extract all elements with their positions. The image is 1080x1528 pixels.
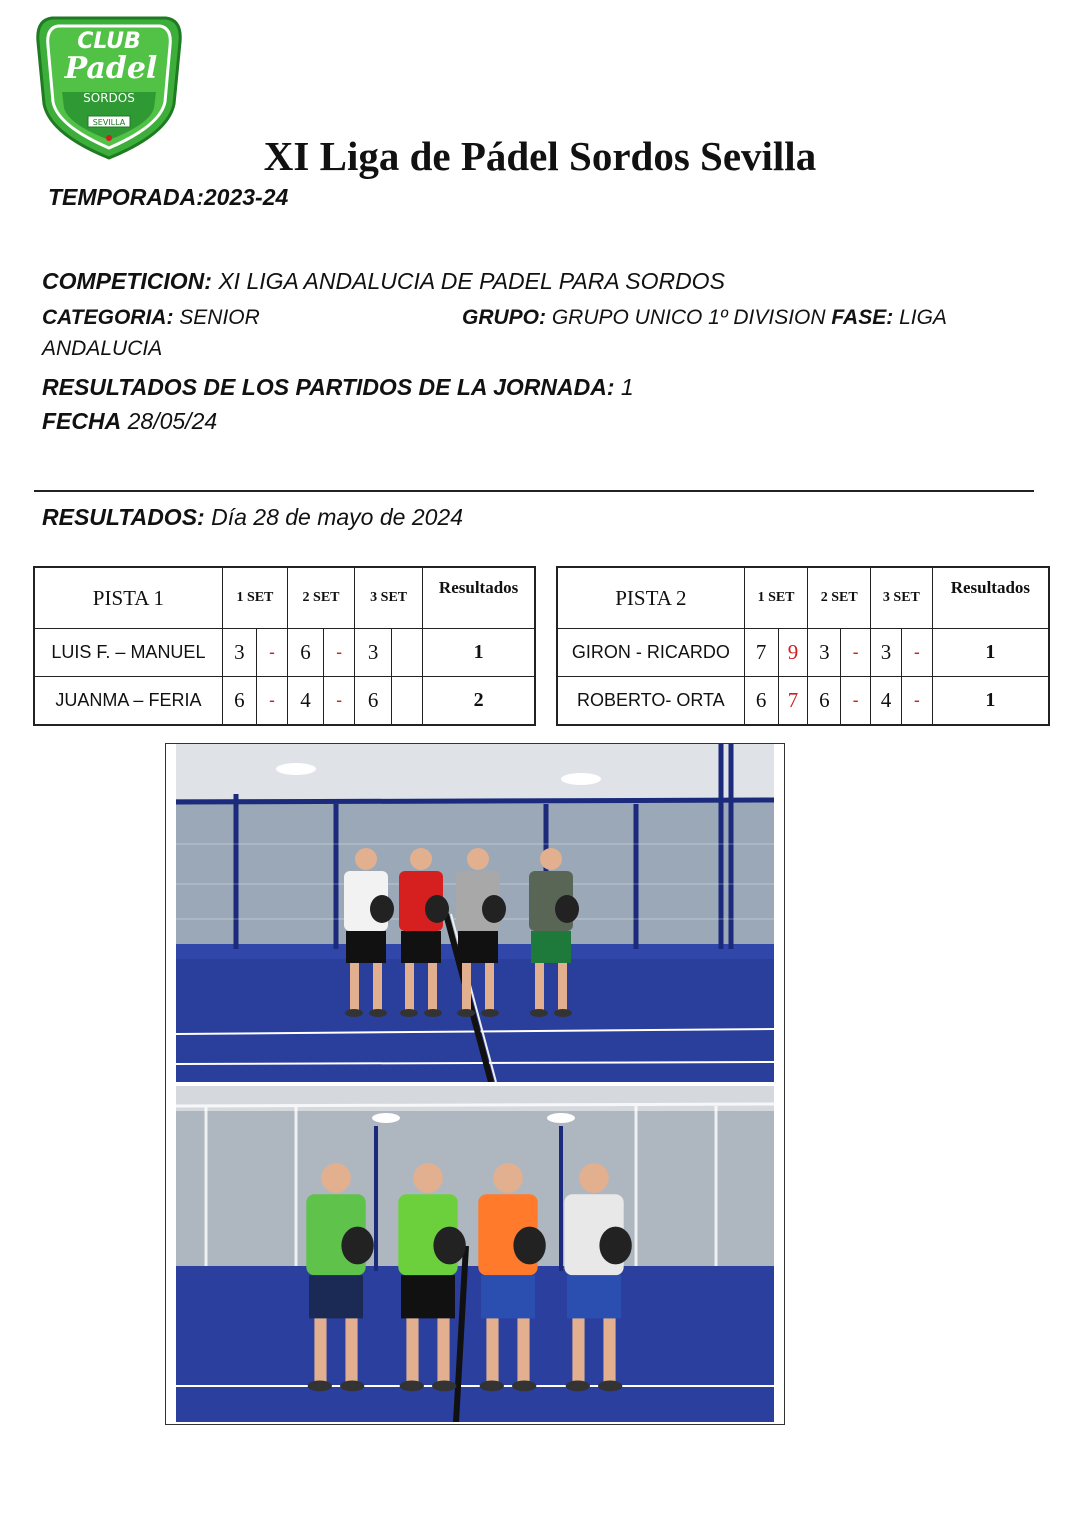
set-score: 3 bbox=[871, 629, 902, 677]
match-result: 1 bbox=[423, 629, 535, 677]
court-header: PISTA 1 bbox=[34, 567, 222, 629]
fase-label: FASE: bbox=[831, 306, 894, 329]
team-photo-pista-2 bbox=[176, 1086, 774, 1422]
set-score-opponent: - bbox=[841, 677, 871, 726]
set-header: 1 SET bbox=[222, 567, 287, 629]
categoria-value: SENIOR bbox=[173, 306, 260, 329]
results-table-pista-2 bbox=[556, 566, 1050, 726]
set-score-opponent: - bbox=[324, 629, 355, 677]
fase-value: LIGA bbox=[893, 306, 947, 329]
set-header: 1 SET bbox=[744, 567, 808, 629]
jornada-value: 1 bbox=[614, 374, 634, 400]
pair-name: GIRON - RICARDO bbox=[557, 629, 744, 677]
logo-sevilla-text: SEVILLA bbox=[92, 118, 126, 127]
resultados-dia-value: Día 28 de mayo de 2024 bbox=[204, 504, 463, 530]
set-header: 3 SET bbox=[355, 567, 423, 629]
set-score: 6 bbox=[808, 677, 841, 726]
grupo-label: GRUPO: bbox=[462, 306, 546, 329]
set-score-opponent: - bbox=[256, 677, 287, 726]
set-header: 3 SET bbox=[871, 567, 933, 629]
jornada-label: RESULTADOS DE LOS PARTIDOS DE LA JORNADA: bbox=[42, 374, 615, 400]
set-score: 6 bbox=[222, 677, 256, 726]
set-header: 2 SET bbox=[808, 567, 871, 629]
resultados-dia-label: RESULTADOS: bbox=[42, 504, 205, 530]
pair-name: LUIS F. – MANUEL bbox=[34, 629, 222, 677]
fecha-line bbox=[42, 408, 217, 435]
season-label: TEMPORADA:2023-24 bbox=[48, 184, 289, 210]
competicion-label: COMPETICION: bbox=[42, 268, 212, 294]
divider bbox=[34, 490, 1034, 492]
competicion-line bbox=[42, 268, 725, 295]
set-score-opponent: 9 bbox=[778, 629, 808, 677]
set-score: 6 bbox=[287, 629, 323, 677]
court-header: PISTA 2 bbox=[557, 567, 744, 629]
jornada-line bbox=[42, 374, 634, 401]
categoria-label: CATEGORIA: bbox=[42, 306, 174, 329]
categoria-line bbox=[42, 306, 260, 330]
results-table-pista-1 bbox=[33, 566, 536, 726]
match-result: 1 bbox=[932, 677, 1049, 726]
set-score: 4 bbox=[871, 677, 902, 726]
set-score-opponent: - bbox=[256, 629, 287, 677]
grupo-line bbox=[462, 306, 947, 330]
set-score: 6 bbox=[744, 677, 778, 726]
competicion-value: XI LIGA ANDALUCIA DE PADEL PARA SORDOS bbox=[211, 268, 725, 294]
set-score-opponent: - bbox=[901, 629, 932, 677]
match-result: 2 bbox=[423, 677, 535, 726]
result-header: Resultados bbox=[932, 567, 1049, 629]
photo-collage bbox=[165, 743, 785, 1425]
photo-1-svg bbox=[176, 744, 774, 1082]
logo-sordos-text: SORDOS bbox=[83, 91, 135, 105]
set-score: 3 bbox=[808, 629, 841, 677]
set-header: 2 SET bbox=[287, 567, 354, 629]
resultados-dia-line bbox=[42, 504, 463, 531]
fecha-value: 28/05/24 bbox=[121, 408, 218, 434]
page-title: XI Liga de Pádel Sordos Sevilla bbox=[263, 133, 817, 179]
match-result: 1 bbox=[932, 629, 1049, 677]
logo-padel-text: Padel bbox=[64, 51, 158, 86]
categoria-continuation: ANDALUCIA bbox=[42, 337, 163, 360]
set-score-opponent: - bbox=[841, 629, 871, 677]
set-score: 6 bbox=[355, 677, 392, 726]
grupo-value: GRUPO UNICO 1º DIVISION bbox=[546, 306, 832, 329]
set-score-opponent: - bbox=[901, 677, 932, 726]
set-score-opponent: - bbox=[324, 677, 355, 726]
pair-name: ROBERTO- ORTA bbox=[557, 677, 744, 726]
set-score: 7 bbox=[744, 629, 778, 677]
set-score: 3 bbox=[355, 629, 392, 677]
set-score-opponent: 7 bbox=[778, 677, 808, 726]
set-score: 4 bbox=[287, 677, 323, 726]
fecha-label: FECHA bbox=[42, 408, 122, 434]
set-score: 3 bbox=[222, 629, 256, 677]
result-header: Resultados bbox=[423, 567, 535, 629]
set-score-opponent bbox=[392, 677, 423, 726]
photo-2-svg bbox=[176, 1086, 774, 1422]
logo-club-text: CLUB bbox=[77, 29, 141, 54]
set-score-opponent bbox=[392, 629, 423, 677]
pair-name: JUANMA – FERIA bbox=[34, 677, 222, 726]
team-photo-pista-1 bbox=[176, 744, 774, 1082]
